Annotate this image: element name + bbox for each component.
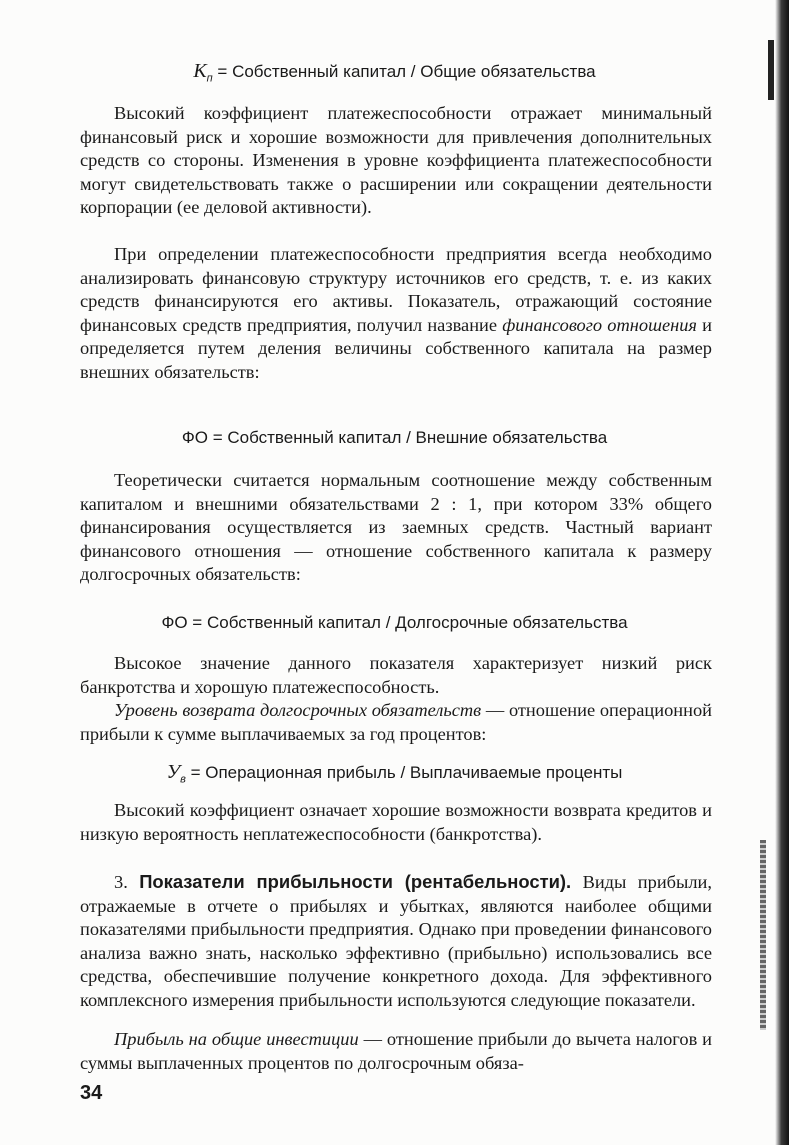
paragraph-high-coefficient: Высокий коэффициент означает хорошие возможности возврата кредитов и низкую вероятность неплатежеспособности (банкротства). [80, 800, 712, 844]
paragraph-financial-structure [80, 243, 712, 385]
scan-artifact [760, 840, 766, 1030]
paragraph-term: Уровень возврата долгосрочных обязательств [114, 700, 482, 720]
formula-text: ФО = Собственный капитал / Внешние обязательства [181, 428, 608, 447]
paragraph-text: При определении платежеспособности предприятия всегда необходимо анализировать финансовую структуру источников его средств, т. е. из каких средств финансируются его активы. Показатель, отражающий состояние финансовых средств предприятия, получил название [80, 244, 712, 335]
formula-text: ФО = Собственный капитал / Долгосрочные обязательства [161, 613, 628, 632]
formula-subscript: в [180, 773, 186, 786]
paragraph-high-value: Высокое значение данного показателя характеризует низкий риск банкротства и хорошую платежеспособность. [80, 653, 712, 697]
section-heading: Показатели прибыльности (рентабельности). [139, 871, 572, 892]
binding-edge [775, 0, 789, 1145]
paragraph-text: — отношение операционной прибыли к сумме выплачиваемых за год процентов: [80, 700, 712, 744]
paragraph-ratio-theory: Теоретически считается нормальным соотношение между собственным капиталом и внешними обязательствами 2 : 1, при котором 33% общего финансирования осуществляется из заемных средств. Частный вариант финансового отношения — отношение собственного капитала к размеру долгосрочных обязательств: [80, 470, 712, 585]
formula-symbol: К [193, 60, 207, 82]
formula-text: = Собственный капитал / Общие обязательства [212, 62, 596, 81]
paragraph-solvency-high: Высокий коэффициент платежеспособности отражает минимальный финансовый риск и хорошие возможности для привлечения дополнительных средств со стороны. Изменения в уровне коэффициента платежеспособности могут свидетельствовать также о расширении или сокращении деятельности корпорации (ее деловой активности). [80, 103, 712, 218]
formula-solvency-ratio [0, 60, 789, 89]
section-number: 3. [114, 872, 140, 892]
formula-symbol: У [166, 761, 181, 783]
paragraph-term: финансового отношения [502, 314, 697, 335]
paragraph-text: — отношение прибыли до вычета налогов и суммы выплаченных процентов по долгосрочным обяза- [80, 1029, 713, 1073]
paragraph-text: Виды прибыли, отражаемые в отчете о прибылях и убытках, являются наиболее общими показателями прибыльности предприятия. Однако при проведении финансового анализа важно знать, насколько эффективно (прибыльно) использовались все средства, обеспечившие получение конкретного дохода. Для эффективного комплексного измерения прибыльности используются следующие показатели. [80, 872, 712, 1010]
formula-return-level [0, 761, 789, 790]
paragraph-text: и определяется путем деления величины собственного капитала на размер внешних обязательств: [80, 314, 712, 382]
paragraph-term: Прибыль на общие инвестиции [114, 1029, 359, 1049]
paragraph-profitability [80, 870, 712, 1013]
formula-subscript: п [206, 72, 213, 85]
formula-text: = Операционная прибыль / Выплачиваемые проценты [185, 763, 623, 782]
paragraph-return-on-investment [80, 1028, 712, 1075]
page-number: 34 [80, 1082, 103, 1104]
formula-long-term-ratio [0, 612, 789, 634]
paragraph-return-level [80, 699, 712, 746]
formula-financial-ratio [0, 427, 789, 449]
